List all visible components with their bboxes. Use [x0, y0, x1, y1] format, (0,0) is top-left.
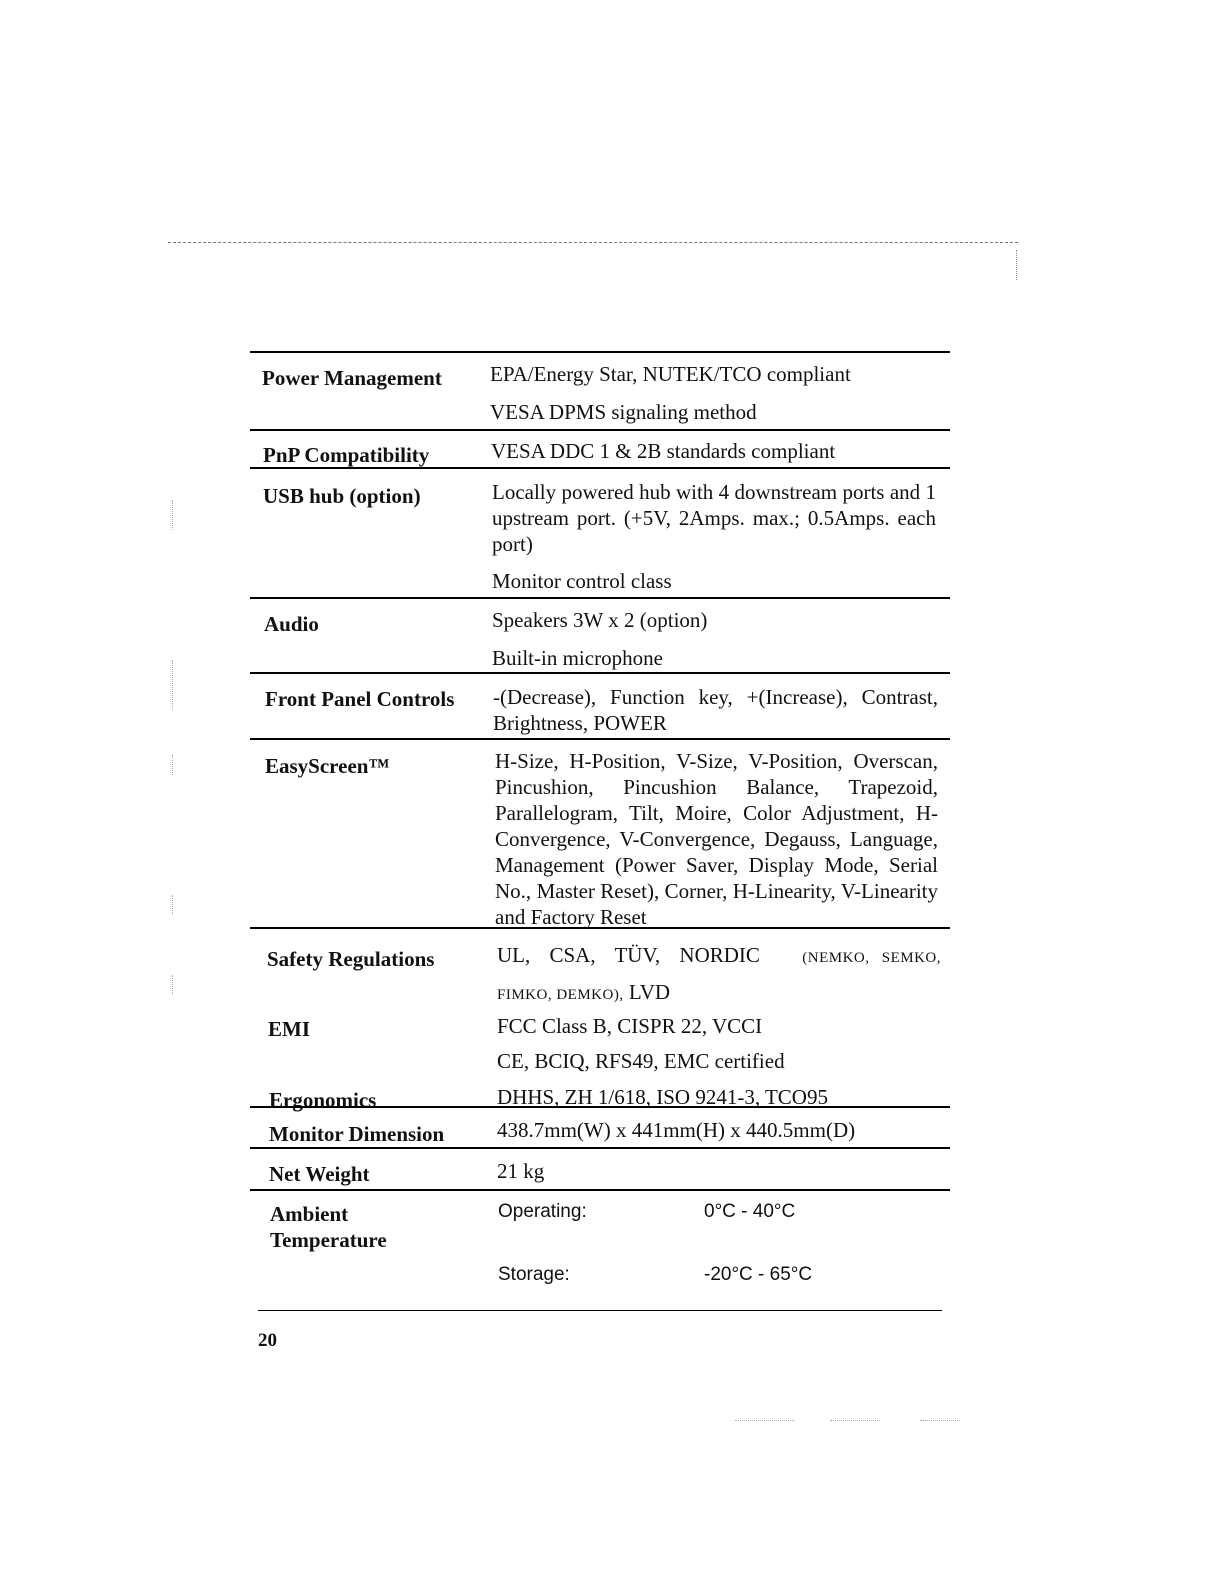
spec-row-easyscreen [250, 738, 950, 928]
safety-main: UL, CSA, TÜV, NORDIC [497, 943, 760, 967]
spec-value: Storage: [498, 1264, 570, 1285]
spec-row-dimension [250, 1106, 950, 1148]
scan-bottom-dots [920, 1420, 960, 1421]
scan-margin-dots [172, 755, 173, 775]
spec-label: EasyScreen™ [265, 754, 390, 778]
safety-main: LVD [628, 980, 671, 1004]
page-number: 20 [258, 1330, 277, 1351]
spec-label: Monitor Dimension [269, 1122, 445, 1146]
spec-label: Temperature [270, 1228, 387, 1252]
scan-margin-dots [172, 660, 173, 710]
spec-label: Ambient [270, 1202, 349, 1226]
spec-value: Operating: [498, 1201, 587, 1222]
spec-row-regulations [250, 927, 950, 1112]
spec-label: PnP Compatibility [263, 443, 430, 467]
scan-bottom-dots [735, 1420, 795, 1421]
spec-row-pnp [250, 429, 950, 468]
spec-row-audio [250, 597, 950, 673]
spec-value: 438.7mm(W) x 441mm(H) x 440.5mm(D) [497, 1118, 856, 1142]
spec-value: 21 kg [497, 1159, 545, 1183]
spec-value: Speakers 3W x 2 (option) [492, 608, 708, 632]
spec-value: FCC Class B, CISPR 22, VCCI [497, 1014, 763, 1038]
spec-label: Power Management [262, 366, 442, 390]
spec-row-front-panel [250, 672, 950, 739]
spec-label: Ergonomics [269, 1088, 377, 1112]
spec-value: VESA DDC 1 & 2B standards compliant [491, 439, 836, 463]
spec-row-weight [250, 1147, 950, 1190]
spec-label: Front Panel Controls [265, 687, 455, 711]
spec-value: Locally powered hub with 4 downstream ports and 1 upstream port. (+5V, 2Amps. max.; 0.5Amps. each port) [492, 480, 936, 556]
spec-value: Monitor control class [492, 569, 672, 593]
spec-value [497, 942, 941, 971]
spec-row-power-management [250, 351, 950, 430]
spec-value: CE, BCIQ, RFS49, EMC certified [497, 1049, 785, 1073]
spec-label: USB hub (option) [263, 484, 421, 508]
safety-small: (NEMKO, SEMKO, [802, 950, 941, 966]
spec-row-usb [250, 467, 950, 598]
spec-value: VESA DPMS signaling method [490, 400, 757, 424]
spec-label: EMI [268, 1017, 310, 1041]
scan-margin-dots [172, 500, 173, 530]
scan-margin-dots [172, 975, 173, 995]
spec-value: -20°C - 65°C [704, 1264, 813, 1285]
spec-label: Audio [264, 612, 319, 636]
scan-top-rule [168, 242, 1018, 243]
spec-value: 0°C - 40°C [704, 1201, 796, 1222]
spec-label: Net Weight [269, 1162, 370, 1186]
spec-value: -(Decrease), Function key, +(Increase), Contrast, Brightness, POWER [493, 685, 938, 735]
scan-edge-mark [1016, 250, 1017, 280]
spec-value: EPA/Energy Star, NUTEK/TCO compliant [490, 362, 851, 386]
spec-value: DHHS, ZH 1/618, ISO 9241-3, TCO95 [497, 1085, 828, 1109]
safety-small: FIMKO, DEMKO), [497, 987, 624, 1003]
spec-label: Safety Regulations [267, 947, 435, 971]
table-bottom-rule [258, 1310, 942, 1311]
spec-value [497, 979, 670, 1008]
scan-margin-dots [172, 895, 173, 915]
spec-row-ambient [250, 1189, 950, 1301]
spec-value: Built-in microphone [492, 646, 663, 670]
scan-bottom-dots [830, 1420, 880, 1421]
spec-value: H-Size, H-Position, V-Size, V-Position, Overscan, Pincushion, Pincushion Balance, Trapezoid, Parallelogram, Tilt, Moire, Color Adjustment, H-Convergence, V-Convergence, Degauss, Language, Management (Power Saver, Display Mode, Serial No., Master Reset), Corner, H-Linearity, V-Linearity and Factory Reset [495, 749, 938, 929]
